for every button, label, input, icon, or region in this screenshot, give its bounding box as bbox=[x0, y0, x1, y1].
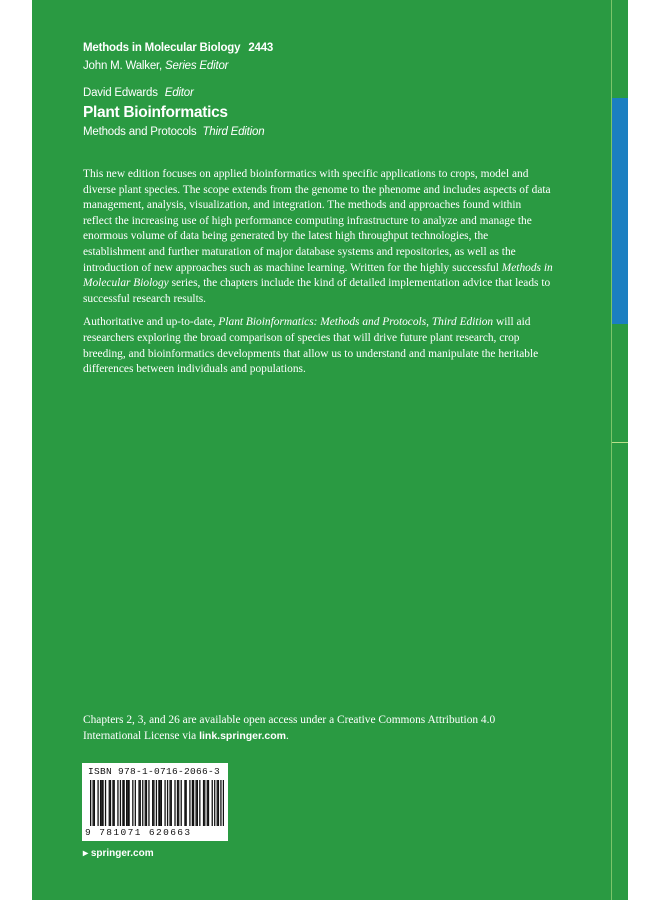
open-access-notice: Chapters 2, 3, and 26 are available open access under a Creative Commons Attribution 4.0 International License via link.springer.com. bbox=[83, 714, 496, 742]
book-editor-name: David Edwards bbox=[83, 87, 158, 99]
barcode-bar bbox=[177, 780, 178, 826]
isbn-barcode bbox=[82, 763, 228, 841]
barcode-bar bbox=[203, 780, 204, 826]
barcode-bar bbox=[97, 780, 98, 826]
publisher-url: springer.com bbox=[90, 848, 154, 859]
barcode-bar bbox=[197, 780, 198, 826]
barcode-bar bbox=[94, 780, 95, 826]
description-paragraph-1: This new edition focuses on applied bioinformatics with specific applications to crops, model and diverse plant species. The scope extends from the genome to the phenome and includes aspects of data management, analysis, visualization, and integration. The methods and approaches found within reflect the increasing use of high performance computing infrastructure to analyze and manage the enormous volume of data being generated by the latest high throughput technologies, the establishment and further maturation of major database systems and repositories, as well as the introduction of new approaches such as machine learning. Written for the highly successful Methods in Molecular Biology series, the chapters include the kind of detailed implementation advice that leads to successful research results. bbox=[83, 168, 553, 305]
open-access-link[interactable]: link.springer.com bbox=[199, 729, 287, 742]
series-name: Methods in Molecular Biology bbox=[83, 42, 241, 54]
barcode-bar bbox=[164, 780, 165, 826]
barcode-bar bbox=[92, 780, 93, 826]
barcode-bar bbox=[135, 780, 136, 826]
barcode-bar bbox=[124, 780, 125, 826]
barcode-bar bbox=[208, 780, 209, 826]
barcode-bar bbox=[117, 780, 118, 826]
arrow-icon: ▸ bbox=[83, 848, 89, 859]
barcode-bar bbox=[142, 780, 143, 826]
barcode-bar bbox=[114, 780, 115, 826]
series-editor bbox=[83, 60, 228, 72]
barcode-bar bbox=[214, 780, 215, 826]
barcode-bar bbox=[110, 780, 111, 826]
barcode-bar bbox=[90, 780, 91, 826]
barcode-bar bbox=[212, 780, 213, 826]
barcode-bar bbox=[171, 780, 172, 826]
barcode-bar bbox=[102, 780, 103, 826]
barcode-bar bbox=[169, 780, 170, 826]
barcode-bar bbox=[145, 780, 146, 826]
barcode-bar bbox=[132, 780, 133, 826]
barcode-bar bbox=[161, 780, 162, 826]
barcode-bar bbox=[178, 780, 179, 826]
barcode-bar bbox=[204, 780, 205, 826]
title-reference: Plant Bioinformatics: Methods and Protocols, Third Edition bbox=[218, 316, 494, 329]
publisher-link[interactable] bbox=[83, 848, 154, 859]
isbn-label: ISBN 978-1-0716-2066-3 bbox=[88, 766, 221, 777]
back-cover bbox=[32, 0, 628, 900]
barcode-bar bbox=[195, 780, 196, 826]
barcode-bar bbox=[105, 780, 106, 826]
barcode-bar bbox=[153, 780, 154, 826]
barcode-bar bbox=[101, 780, 102, 826]
barcode-bar bbox=[128, 780, 129, 826]
barcode-bar bbox=[138, 780, 139, 826]
spine-divider bbox=[612, 442, 628, 443]
barcode-bar bbox=[192, 780, 193, 826]
barcode-bar bbox=[174, 780, 175, 826]
barcode-bar bbox=[189, 780, 190, 826]
book-subtitle bbox=[83, 126, 264, 138]
book-editor-role: Editor bbox=[164, 87, 194, 99]
barcode-bar bbox=[184, 780, 185, 826]
barcode-bar bbox=[148, 780, 149, 826]
barcode-bar bbox=[181, 780, 182, 826]
barcode-bar bbox=[112, 780, 113, 826]
book-title: Plant Bioinformatics bbox=[83, 104, 228, 121]
book-editor bbox=[83, 87, 194, 99]
barcode-bar bbox=[193, 780, 194, 826]
barcode-bar bbox=[199, 780, 200, 826]
barcode-bar bbox=[156, 780, 157, 826]
spine-blue-band bbox=[612, 98, 628, 324]
barcode-bar bbox=[218, 780, 219, 826]
series-editor-role: Series Editor bbox=[165, 60, 229, 72]
barcode-bar bbox=[207, 780, 208, 826]
barcode-bar bbox=[186, 780, 187, 826]
barcode-bar bbox=[140, 780, 141, 826]
barcode-bar bbox=[159, 780, 160, 826]
book-edition: Third Edition bbox=[202, 126, 265, 138]
barcode-bar bbox=[223, 780, 224, 826]
barcode-bar bbox=[120, 780, 121, 826]
series-number: 2443 bbox=[248, 42, 274, 54]
description-paragraph-2: Authoritative and up-to-date, Plant Bioinformatics: Methods and Protocols, Third Edition will aid researchers exploring the broad comparison of species that will drive future plant research, crop breeding, and bioinformatics developments that allow us to understand and manipulate the heritable differences between individuals and populations. bbox=[83, 316, 539, 376]
series-title bbox=[83, 42, 273, 54]
description bbox=[83, 167, 553, 386]
book-subtitle-text: Methods and Protocols bbox=[83, 126, 197, 138]
barcode-bar bbox=[127, 780, 128, 826]
barcode-bars bbox=[90, 780, 224, 826]
barcode-bar bbox=[167, 780, 168, 826]
barcode-bar bbox=[126, 780, 127, 826]
barcode-bar bbox=[220, 780, 221, 826]
barcode-bar bbox=[109, 780, 110, 826]
barcode-bar bbox=[100, 780, 101, 826]
series-reference: Methods in Molecular Biology bbox=[83, 261, 553, 290]
series-editor-name: John M. Walker, bbox=[83, 60, 163, 72]
barcode-bar bbox=[158, 780, 159, 826]
barcode-bar bbox=[217, 780, 218, 826]
barcode-bar bbox=[146, 780, 147, 826]
isbn-digits: 9 781071 620663 bbox=[85, 827, 192, 838]
barcode-bar bbox=[152, 780, 153, 826]
barcode-bar bbox=[122, 780, 123, 826]
